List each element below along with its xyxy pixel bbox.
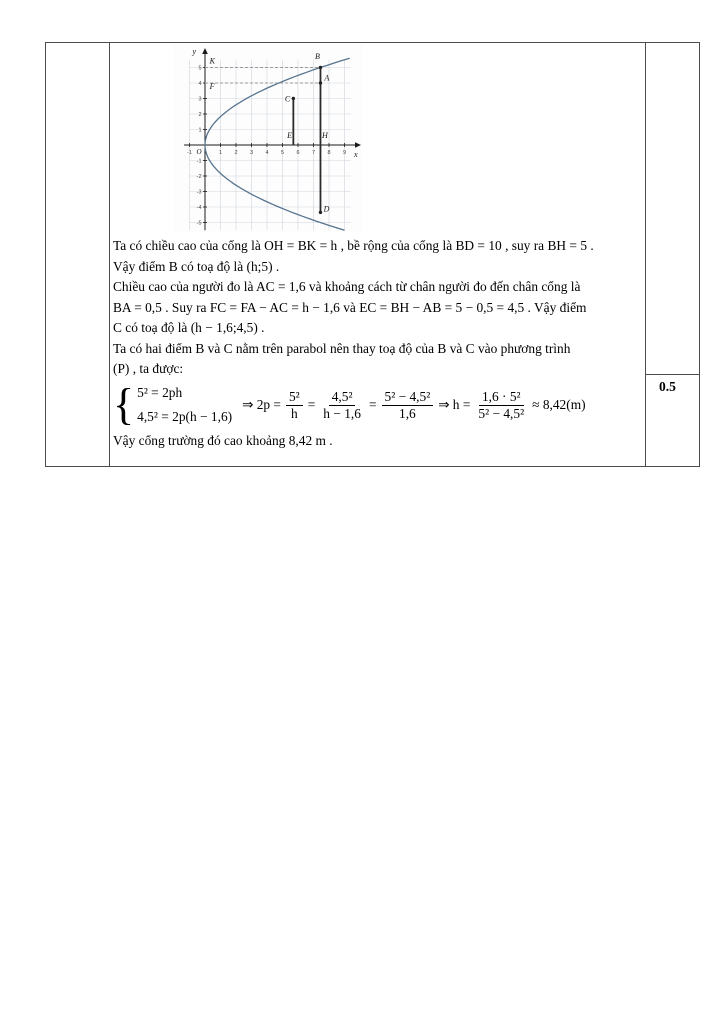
table-cell-score: [645, 43, 699, 466]
svg-text:3: 3: [249, 150, 254, 156]
graph-svg: [173, 44, 363, 232]
svg-text:B: B: [315, 51, 320, 61]
svg-text:3: 3: [198, 96, 202, 103]
svg-text:-2: -2: [196, 174, 202, 180]
fraction: $\frac{\text{5² − 4,5²}}{1,6}$: [382, 389, 434, 422]
cases-brace: {: [113, 380, 135, 430]
solution-line: Ta có chiều cao của cổng là OH = BK = h , bề rộng của cổng là BD = 10 , suy ra BH = 5 .: [113, 238, 594, 253]
solution-conclusion: Vậy cổng trường đó cao khoảng 8,42 m .: [113, 432, 333, 448]
fraction: $\frac{\text{4,5²}}{h - 1,6}$: [323, 388, 361, 421]
case-line: 4,5² = 2p(h − 1,6): [137, 409, 233, 424]
equation-text: ⇒ 2p =: [242, 396, 281, 412]
solution-text: [113, 236, 641, 451]
solution-line: BA = 0,5 . Suy ra FC = FA − AC = h − 1,6 và EC = BH − AB = 5 − 0,5 = 4,5 . Vậy điểm: [113, 299, 587, 315]
svg-text:5: 5: [198, 65, 202, 72]
svg-text:-4: -4: [196, 205, 202, 211]
svg-text:K: K: [209, 56, 215, 66]
solution-line: Ta có hai điểm B và C nằm trên parabol nên thay toạ độ của B và C vào phương trình: [113, 340, 571, 356]
svg-text:4: 4: [198, 81, 202, 87]
svg-text:6: 6: [296, 150, 300, 156]
fraction: $\frac{\text{5²}}{h}$: [286, 389, 303, 422]
svg-text:F: F: [209, 82, 215, 92]
equation-text: =: [368, 396, 377, 412]
solution-line: Chiều cao của người đo là AC = 1,6 và khoảng cách từ chân người đo đến chân cổng là: [113, 279, 581, 294]
equation-cases: [137, 383, 232, 428]
solution-line: C có toạ độ là (h − 1,6;4,5) .: [113, 320, 265, 335]
parabola-graph: [173, 44, 363, 232]
table-cell-solution: [110, 43, 645, 466]
equation-text: ⇒ h =: [438, 396, 471, 412]
svg-text:E: E: [287, 131, 293, 141]
svg-text:4: 4: [265, 150, 269, 156]
equation-text: =: [307, 396, 316, 412]
solution-table: [45, 42, 700, 467]
svg-text:7: 7: [311, 150, 316, 156]
svg-text:1: 1: [198, 127, 202, 134]
svg-text:D: D: [323, 204, 330, 214]
svg-text:2: 2: [234, 150, 238, 156]
svg-text:1: 1: [218, 150, 223, 156]
svg-text:A: A: [324, 73, 330, 83]
score-cell-empty: [646, 43, 699, 375]
equation-steps: [239, 389, 588, 422]
svg-text:2: 2: [198, 112, 202, 118]
fraction: $\frac{\text{1,6 · 5²}}{\text{5² − 4,5²}}$: [478, 388, 525, 421]
score-value: 0.5: [659, 379, 676, 394]
svg-text:8: 8: [327, 150, 331, 156]
svg-text:-1: -1: [187, 150, 192, 156]
svg-text:x: x: [354, 150, 358, 159]
svg-text:5: 5: [280, 150, 285, 156]
svg-text:C: C: [284, 94, 291, 104]
table-cell-left-empty: [46, 43, 110, 466]
svg-text:y: y: [192, 47, 196, 56]
svg-text:O: O: [196, 148, 202, 156]
solution-line: Vậy điểm B có toạ độ là (h;5) .: [113, 258, 280, 274]
svg-text:9: 9: [342, 150, 347, 156]
equation-block: [113, 380, 641, 430]
equation-text: ≈ 8,42(m): [532, 396, 586, 412]
svg-text:H: H: [322, 131, 328, 141]
solution-line: (P) , ta được:: [113, 361, 184, 376]
svg-text:-3: -3: [196, 189, 202, 196]
svg-text:-5: -5: [196, 220, 202, 227]
case-line: 5² = 2ph: [137, 384, 183, 400]
svg-text:-1: -1: [196, 158, 202, 165]
